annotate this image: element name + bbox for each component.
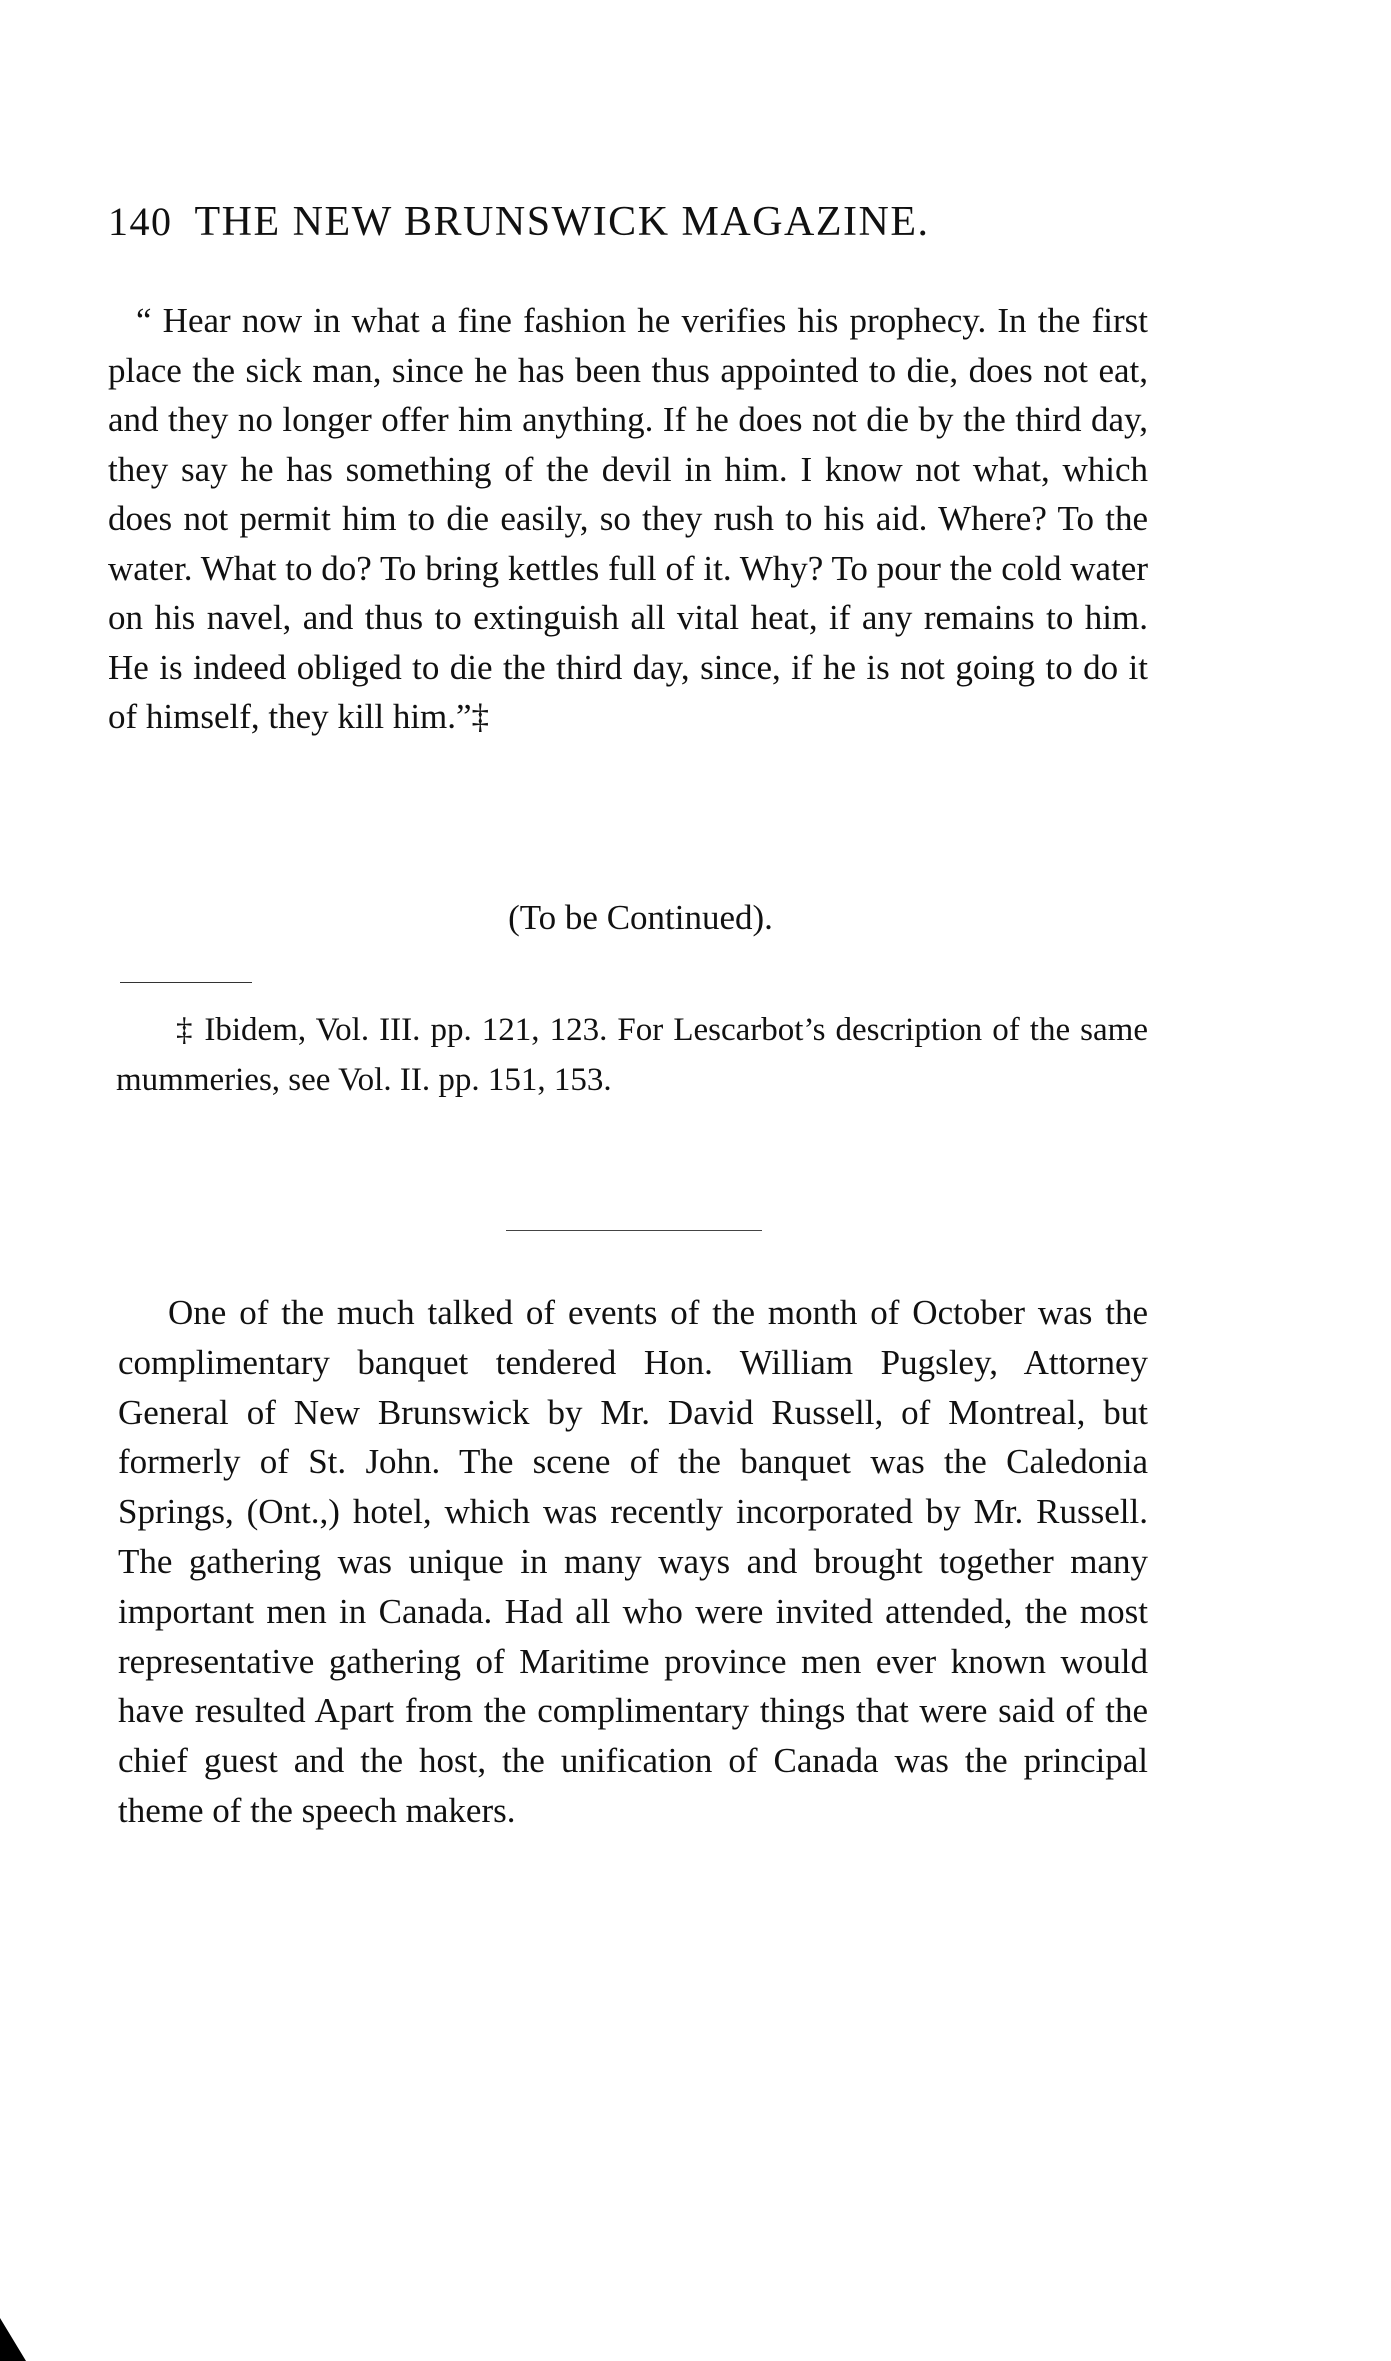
article-paragraph: One of the much talked of events of the month of October was the complimentary banquet tendered Hon. William Pugsley, Attorney General of New Brunswick by Mr. David Russell, of Montreal, but formerly of St. John. The scene of the banquet was the Caledonia Springs, (Ont.,) hotel, which was recently incorporated by Mr. Russell. The gathering was unique in many ways and brought together many important men in Canada. Had all who were invited attended, the most representative gathering of Maritime province men ever known would have resulted Apart from the complimentary things that were said of the chief guest and the host, the unification of Canada was the principal theme of the speech makers. — [118, 1293, 1148, 1830]
quote-paragraph: “ Hear now in what a fine fashion he verifies his prophecy. In the first place the sick man, since he has been thus appointed to die, does not eat, and they no longer offer him anything. If he does not die by the third day, they say he has something of the devil in him. I know not what, which does not permit him to die easily, so they rush to his aid. Where? To the water. What to do? To bring kettles full of it. Why? To pour the cold water on his navel, and thus to extinguish all vital heat, if any remains to him. He is indeed obliged to die the third day, since, if he is not going to do it of himself, they kill him.”‡ — [108, 301, 1148, 736]
footnote-divider — [120, 982, 252, 983]
running-header — [108, 198, 1108, 246]
section-divider — [506, 1230, 762, 1231]
page-number: 140 — [108, 199, 173, 244]
magazine-title: THE NEW BRUNSWICK MAGAZINE. — [194, 199, 930, 245]
continued-note: (To be Continued). — [508, 898, 773, 937]
scan-corner-mark — [0, 2318, 26, 2361]
footnote: ‡ Ibidem, Vol. III. pp. 121, 123. For Lescarbot’s description of the same mummeries, see Vol. II. pp. 151, 153. — [116, 1012, 1148, 1098]
